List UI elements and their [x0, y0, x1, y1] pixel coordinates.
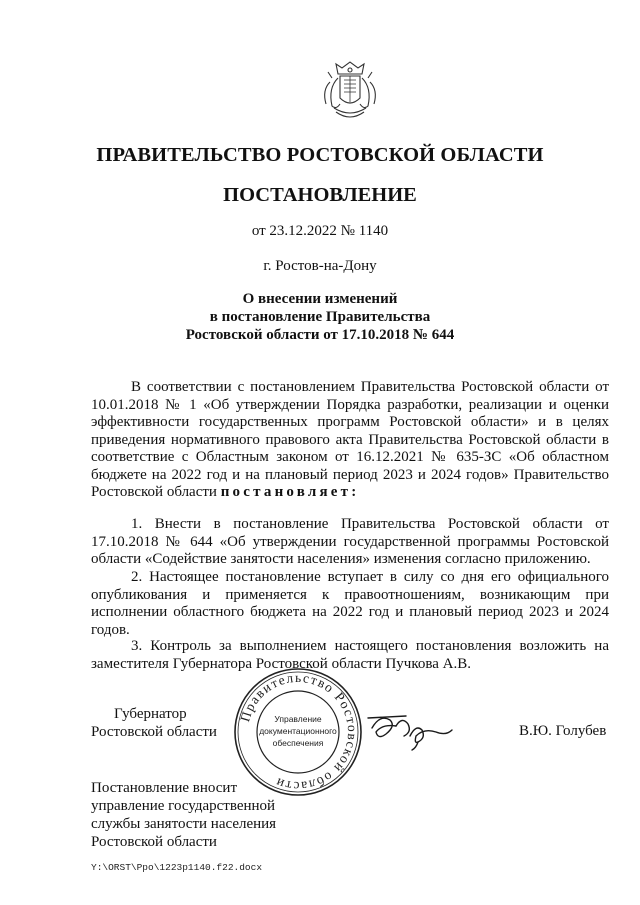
document-city: г. Ростов-на-Дону	[263, 258, 377, 274]
preamble-text: В соответствии с постановлением Правительства Ростовской области от 10.01.2018 № 1 «Об утверждении Порядка разработки, реализации и оценки эффективности государственных программ Ростовской области» и в целях приведения нормативного правового акта Правительства Ростовской области в соответствие с Областным законом от 16.12.2021 № 635-ЗС «Об областном бюджете на 2022 год и на плановый период 2023 и 2024 годов» Правительство Ростовской области	[91, 379, 609, 500]
handwritten-signature	[366, 706, 458, 752]
submitted-line: Постановление вносит	[91, 780, 238, 796]
preamble-paragraph	[91, 379, 609, 502]
item-1-paragraph: 1. Внести в постановление Правительства Ростовской области от 17.10.2018 № 644 «Об утверждении государственной программы Ростовской области «Содействие занятости населения» изменения согласно приложению.	[91, 516, 609, 567]
document-date-number: от 23.12.2022 № 1140	[251, 223, 389, 239]
item-3-paragraph: 3. Контроль за выполнением настоящего постановления возложить на заместителя Губернатора Ростовской области Пучкова А.В.	[91, 638, 609, 672]
signatory-role	[91, 705, 217, 741]
subject-line: Ростовской области от 17.10.2018 № 644	[185, 327, 455, 343]
government-title: ПРАВИТЕЛЬСТВО РОСТОВСКОЙ ОБЛАСТИ	[96, 144, 544, 166]
role-line: Ростовской области	[91, 724, 217, 740]
submitted-line: Ростовской области	[91, 834, 217, 850]
seal-ring-text: Правительство Ростовской области	[237, 669, 361, 795]
document-subject	[0, 290, 640, 344]
item-2-paragraph: 2. Настоящее постановление вступает в силу со дня его официального опубликования и применяется к правоотношениям, возникающим при исполнении областного бюджета на 2022 год и плановый период 2023 и 2024 годов.	[91, 569, 609, 638]
subject-line: О внесении изменений	[242, 291, 398, 307]
seal-center-line: обеспечения	[272, 738, 324, 748]
file-path: Y:\ORST\Ppo\1223p1140.f22.docx	[91, 862, 263, 873]
signatory-name: В.Ю. Голубев	[519, 723, 607, 739]
submitted-line: службы занятости населения	[91, 816, 277, 832]
coat-of-arms-icon	[316, 58, 384, 126]
role-line: Губернатор	[114, 706, 187, 722]
seal-center-line: документационного	[259, 726, 337, 736]
decree-word: постановляет:	[220, 484, 360, 500]
submitted-by-block	[91, 779, 276, 851]
document-type: ПОСТАНОВЛЕНИЕ	[223, 184, 417, 206]
submitted-line: управление государственной	[91, 798, 276, 814]
seal-center-line: Управление	[274, 714, 322, 724]
subject-line: в постановление Правительства	[209, 309, 431, 325]
